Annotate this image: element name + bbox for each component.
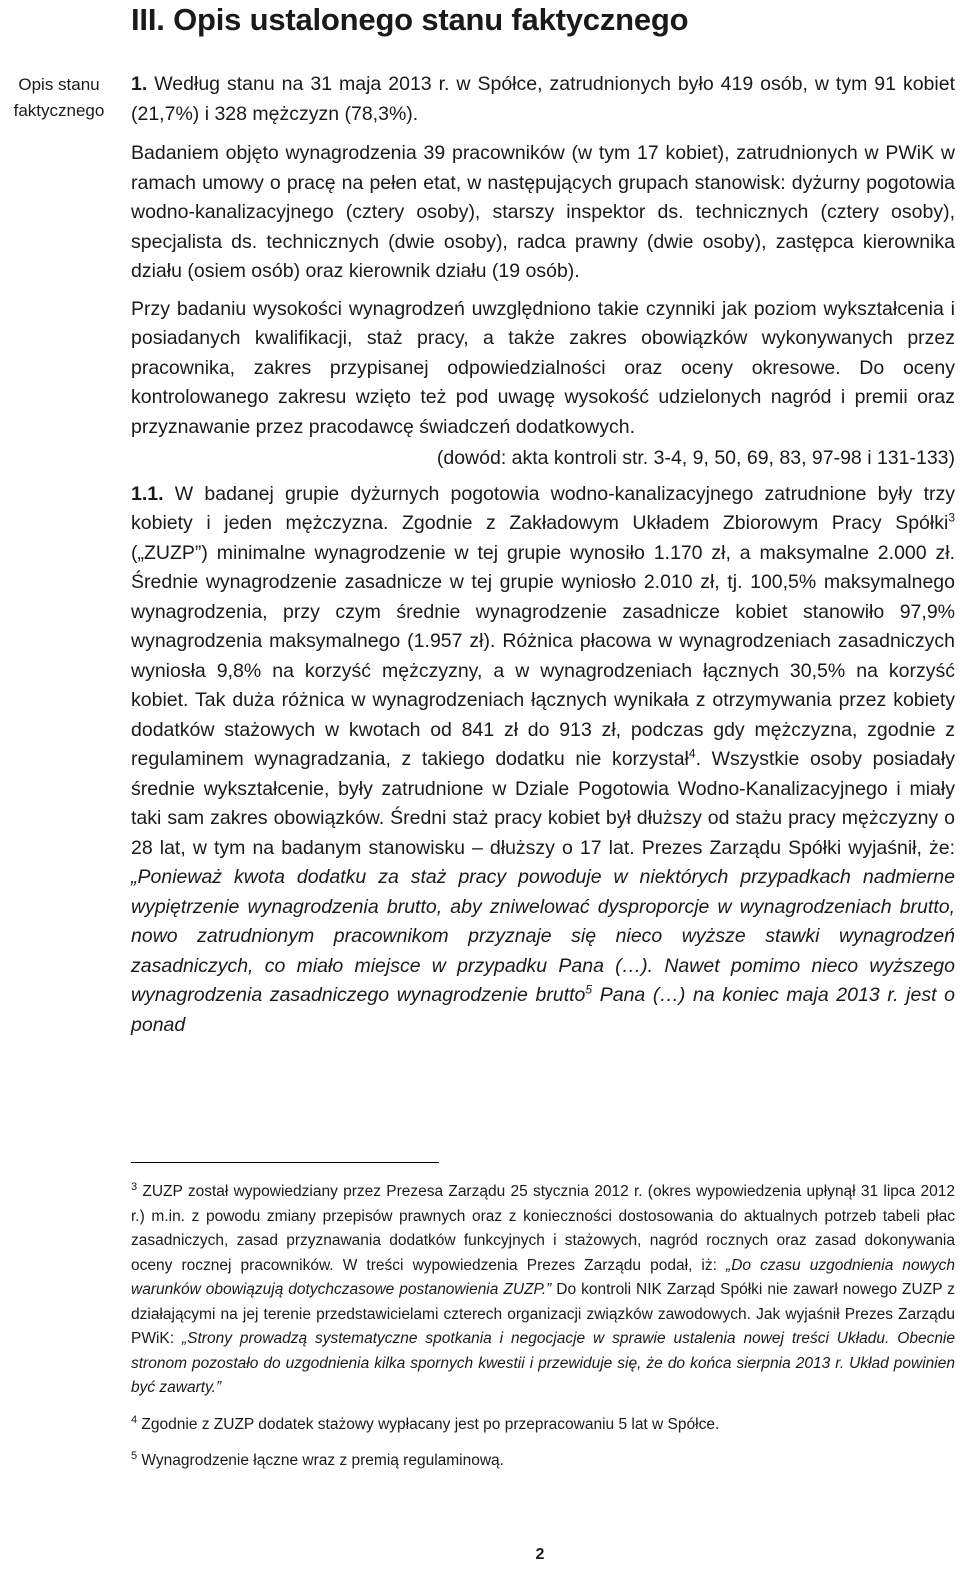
section-heading: III. Opis ustalonego stanu faktycznego: [131, 2, 689, 37]
footnote-ref-5[interactable]: 5: [585, 982, 593, 997]
paragraph-2: Badaniem objęto wynagrodzenia 39 pracowników (w tym 17 kobiet), zatrudnionych w PWiK w ramach umowy o pracę na pełen etat, w następujących grupach stanowisk: dyżurny pogotowia wodno-kanalizacyjnego (cztery osoby), starszy inspektor ds. technicznych (cztery osoby), specjalista ds. technicznych (dwie osoby), radca prawny (dwie osoby), zastępca kierownika działu (osiem osób) oraz kierownik działu (19 osób).: [131, 142, 955, 282]
footnotes: [131, 1180, 955, 1474]
paragraph-4-text-1: W badanej grupie dyżurnych pogotowia wodno-kanalizacyjnego zatrudnione były trzy kobiety i jeden mężczyzna. Zgodnie z Zakładowym Układem Zbiorowym Pracy Spółki: [131, 482, 955, 534]
footnote-ref-3[interactable]: 3: [948, 510, 955, 525]
footnote-5-text: Wynagrodzenie łączne wraz z premią regulaminową.: [137, 1452, 504, 1469]
footnote-4-number: 4: [131, 1413, 138, 1426]
footnote-5-number: 5: [131, 1449, 138, 1462]
paragraph-4-text-3: . Wszystkie osoby posiadały średnie wykształcenie, były zatrudnione w Dziale Pogotowia Wodno-Kanalizacyjnego i miały taki sam zakres obowiązków. Średni staż pracy kobiet był dłuższy od stażu pracy mężczyzny o 28 lat, w tym na badanym stanowisku – dłuższy o 17 lat. Prezes Zarządu Spółki wyjaśnił, że:: [131, 748, 955, 859]
footnote-ref-4[interactable]: 4: [688, 746, 696, 761]
paragraph-3: Przy badaniu wysokości wynagrodzeń uwzględniono takie czynniki jak poziom wykształcenia i posiadanych kwalifikacji, staż pracy, a także zakres obowiązków wykonywanych przez pracownika, zakres przypisanej odpowiedzialności oraz oceny okresowe. Do oceny kontrolowanego zakresu wzięto też pod uwagę wysokość udzielonych nagród i premii oraz przyznawanie przez pracodawcę świadczeń dodatkowych.: [131, 297, 955, 438]
footnote-3-quote-1: „Do czasu uzgodnienia nowych warunków obowiązują dotychczasowe postanowienia ZUZP.”: [131, 1256, 955, 1298]
footnote-5: [131, 1449, 955, 1474]
footnote-3-text: ZUZP został wypowiedziany przez Prezesa Zarządu 25 stycznia 2012 r. (okres wypowiedzenia upłynął 31 lipca 2012 r.) m.in. z powodu zmiany przepisów prawnych oraz z konieczności dostosowania do aktualnych potrzeb tabeli płac zasadniczych, zasad przyznawania dodatków funkcyjnych i stażowych, nagród rocznych oraz zasad dokonywania oceny rocznej pracowników. W treści wypowiedzenia Prezes Zarządu podał, iż:: [131, 1183, 955, 1274]
main-text: [131, 70, 955, 1040]
margin-note: [0, 72, 118, 124]
footnote-4: [131, 1413, 955, 1438]
footnote-4-text: Zgodnie z ZUZP dodatek stażowy wypłacany jest po przepracowaniu 5 lat w Spółce.: [137, 1415, 720, 1433]
footnote-3-quote-2: „Strony prowadzą systematyczne spotkania i negocjacje w sprawie ustalenia nowej treści Układu. Obecnie stronom pozostało do uzgodnienia kilka spornych kwestii i przewiduje się, że do końca sierpnia 2013 r. Układ powinien być zawarty.”: [131, 1330, 956, 1396]
margin-note-line-1: Opis stanu: [18, 75, 100, 94]
evidence-reference: (dowód: akta kontroli str. 3-4, 9, 50, 69, 83, 97-98 i 131-133): [436, 447, 955, 469]
paragraph-1-number: 1.: [131, 73, 148, 95]
margin-note-line-2: faktycznego: [13, 101, 105, 120]
paragraph-1-text: Według stanu na 31 maja 2013 r. w Spółce, zatrudnionych było 419 osób, w tym 91 kobiet (21,7%) i 328 mężczyzn (78,3%).: [131, 73, 955, 125]
paragraph-4-quote-1: „Ponieważ kwota dodatku za staż pracy powoduje w niektórych przypadkach nadmierne wypiętrzenie wynagrodzenia brutto, aby zniwelować dysproporcje w wynagrodzeniach brutto, nowo zatrudnionym pracownikom przyznaje się nieco wyższe stawki wynagrodzeń zasadniczych, co miało miejsce w przypadku Pana (…). Nawet pomimo nieco wyższego wynagrodzenia zasadniczego wynagrodzenie brutto: [131, 866, 955, 1006]
paragraph-4-quote-2: Pana (…) na koniec maja 2013 r. jest o ponad: [131, 984, 955, 1036]
paragraph-4-text-2: („ZUZP”) minimalne wynagrodzenie w tej grupie wynosiło 1.170 zł, a maksymalne 2.000 zł. Średnie wynagrodzenie zasadnicze w tej grupie wyniosło 2.010 zł, tj. 100,5% maksymalnego wynagrodzenia, przy czym średnie wynagrodzenie zasadnicze kobiet stanowiło 97,9% wynagrodzenia maksymalnego (1.957 zł). Różnica płacowa w wynagrodzeniach zasadniczych wyniosła 9,8% na korzyść mężczyzny, a w wynagrodzeniach łącznych 30,5% na korzyść kobiet. Tak duża różnica w wynagrodzeniach łącznych wynikała z otrzymywania przez kobiety dodatków stażowych w kwotach od 841 zł do 913 zł, podczas gdy mężczyzna, zgodnie z regulaminem wynagradzania, z takiego dodatku nie korzystał: [131, 541, 955, 770]
paragraph-1: [131, 70, 955, 129]
paragraph-4: [131, 480, 955, 1041]
footnote-3-number: 3: [131, 1180, 138, 1193]
paragraph-4-number: 1.1.: [131, 482, 164, 505]
footnote-3-text-2: Do kontroli NIK Zarząd Spółki nie zawarł nowego ZUZP z działającymi na jej terenie przedstawicielami czterech organizacji związków zawodowych. Jak wyjaśnił Prezes Zarządu PWiK:: [131, 1281, 955, 1347]
footnote-3: [131, 1180, 955, 1401]
footnote-separator: [131, 1162, 439, 1163]
page-number: 2: [535, 1546, 545, 1563]
